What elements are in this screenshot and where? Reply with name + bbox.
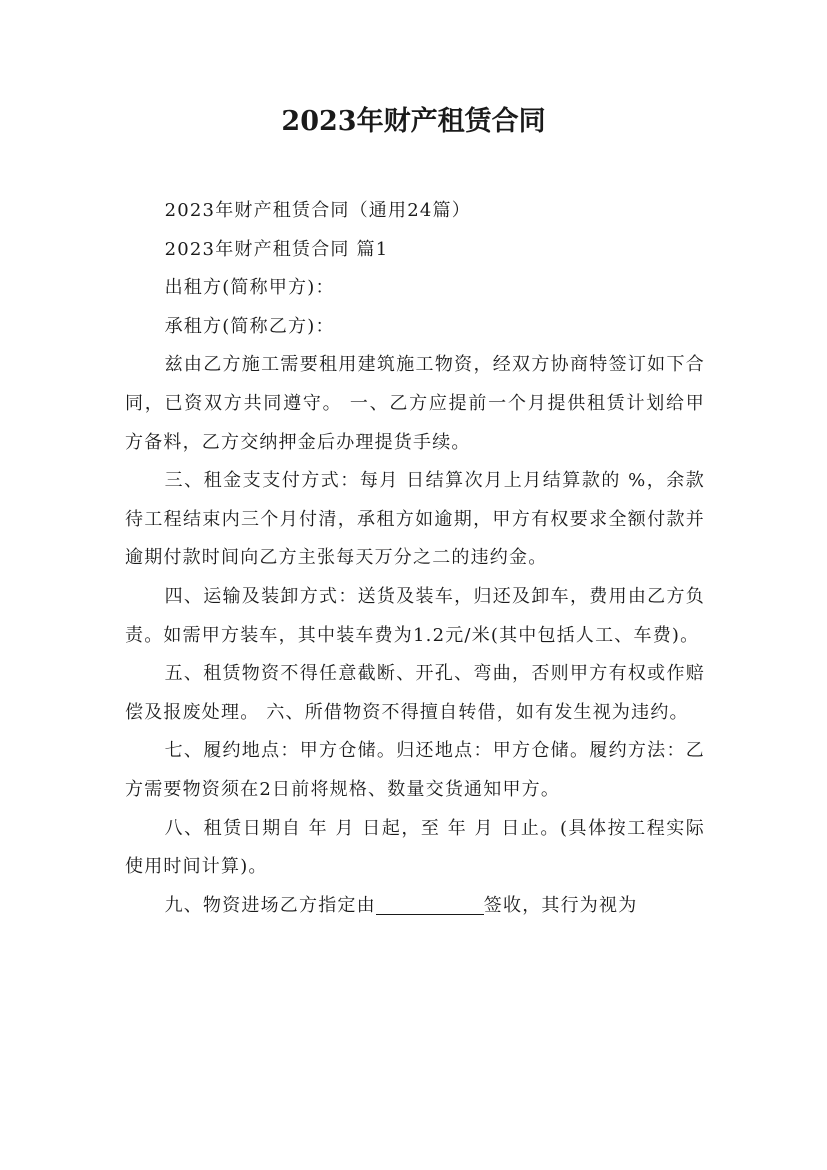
paragraph-lessor: 出租方(简称甲方)： (164, 277, 335, 299)
document-body (125, 192, 705, 925)
paragraph-section-heading: 2023年财产租赁合同 篇1 (164, 238, 389, 260)
paragraph-preamble: 兹由乙方施工需要租用建筑施工物资，经双方协商特签订如下合同，已资双方共同遵守。 一、乙方应提前一个月提供租赁计划给甲方备料，乙方交纳押金后办理提货手续。 (125, 354, 705, 453)
paragraph-lease-term: 八、租赁日期自 年 月 日起，至 年 月 日止。(具体按工程实际使用时间计算)。 (125, 817, 705, 878)
paragraph-subtitle: 2023年财产租赁合同（通用24篇） (164, 200, 471, 221)
paragraph-materials: 五、租赁物资不得任意截断、开孔、弯曲，否则甲方有权或作赔偿及报废处理。 六、所借物资不得擅自转借，如有发生视为违约。 (125, 663, 705, 723)
paragraph-lessee: 承租方(简称乙方)： (164, 315, 335, 337)
paragraph-transport: 四、运输及装卸方式：送货及装车，归还及卸车，费用由乙方负责。如需甲方装车，其中装车费为1.2元/米(其中包括人工、车费)。 (125, 585, 705, 646)
signature-blank (376, 892, 484, 915)
paragraph-receipt (125, 887, 705, 926)
receipt-text-after: 签收，其行为视为 (483, 894, 638, 916)
receipt-text-before: 九、物资进场乙方指定由 (164, 894, 376, 916)
paragraph-payment: 三、租金支支付方式：每月 日结算次月上月结算款的 %，余款待工程结束内三个月付清，承租方如逾期，甲方有权要求全额付款并逾期付款时间向乙方主张每天万分之二的违约金。 (125, 470, 705, 569)
document-title: 2023年财产租赁合同 (281, 106, 546, 137)
paragraph-location: 七、履约地点：甲方仓储。归还地点：甲方仓储。履约方法：乙方需要物资须在2日前将规格、数量交货通知甲方。 (125, 740, 705, 800)
